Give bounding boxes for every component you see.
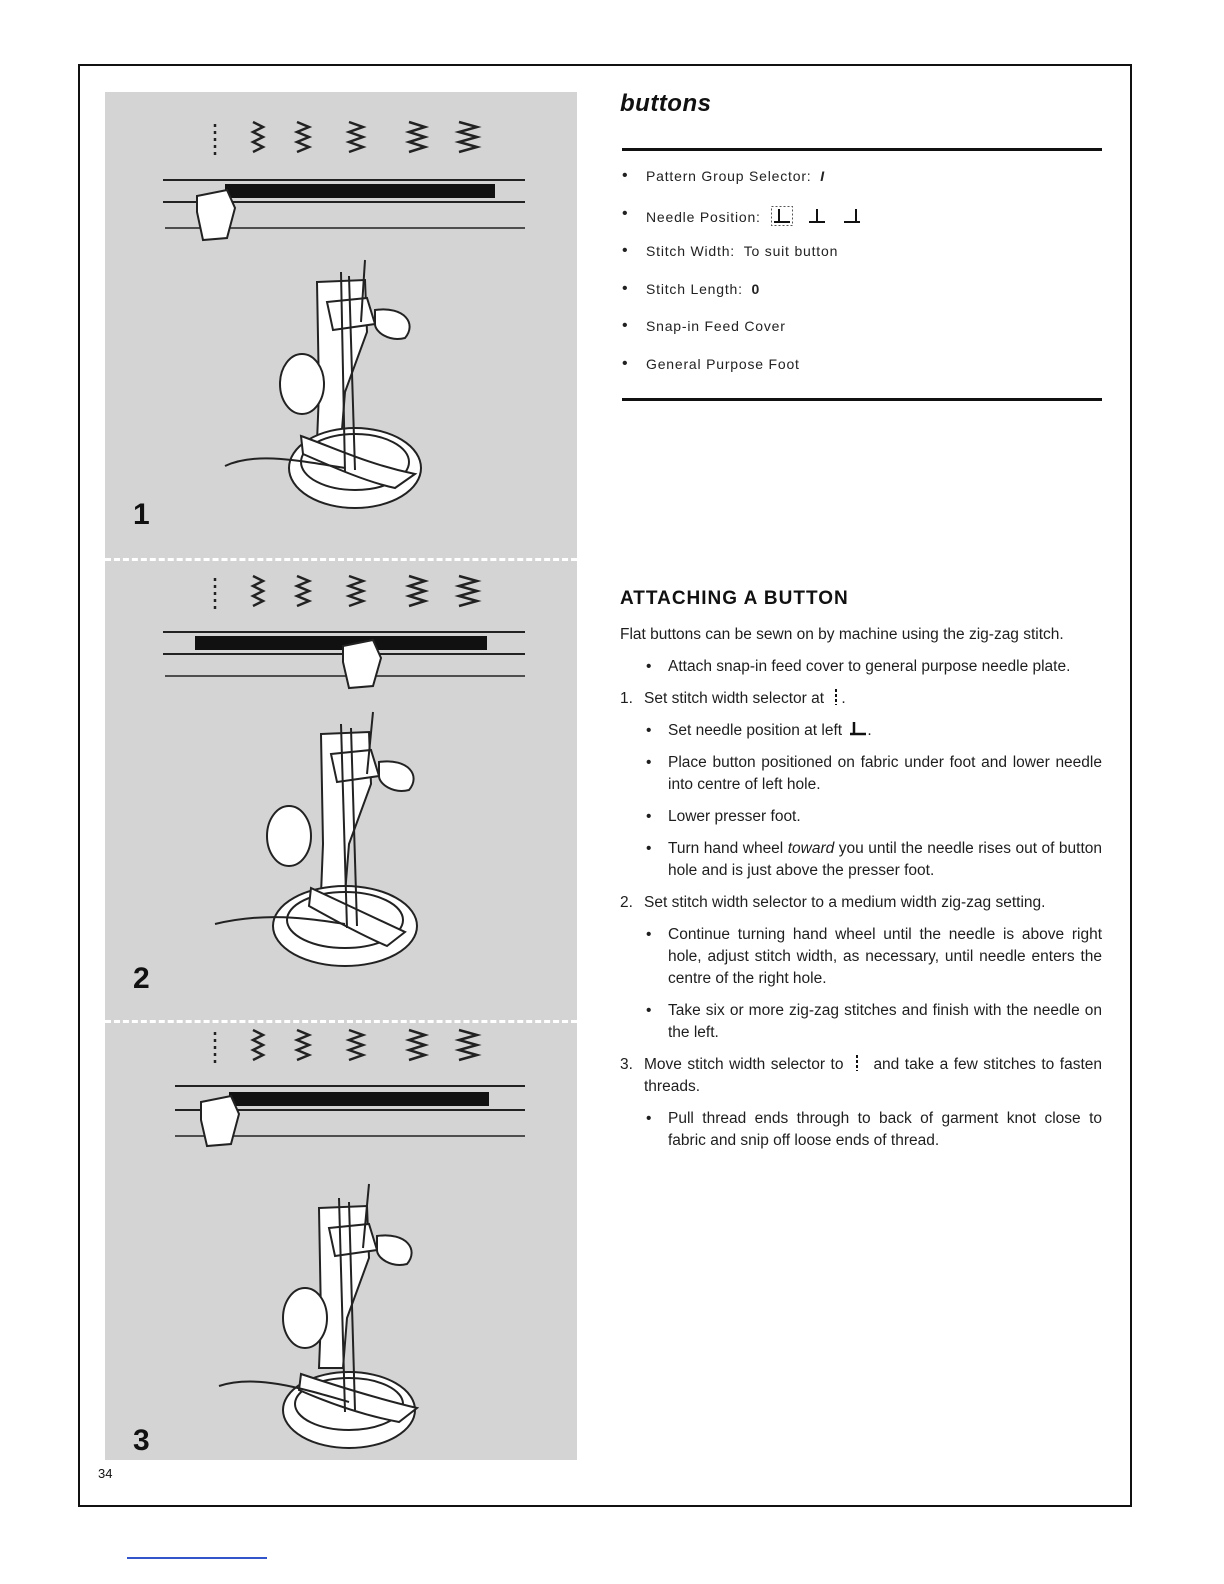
settings-item: [620, 168, 1100, 206]
straight-stitch-icon: [852, 1054, 862, 1072]
settings-label: Snap-in Feed Cover: [646, 318, 786, 334]
instruction-bullet: • Pull thread ends through to back of garment knot close to fabric and snip off loose ends of thread.: [620, 1108, 1102, 1152]
illustration-panel-1: [105, 92, 577, 554]
needle-center-icon: [806, 206, 828, 226]
bullet-text: Turn hand wheel: [668, 840, 784, 857]
settings-label: Stitch Width:: [646, 243, 735, 259]
needle-left-icon: [771, 206, 793, 226]
top-rule: [622, 148, 1102, 151]
straight-stitch-icon: [831, 688, 841, 706]
instruction-bullet: [620, 720, 1102, 742]
section-heading: ATTACHING A BUTTON: [620, 588, 849, 609]
settings-label: General Purpose Foot: [646, 355, 800, 372]
illustration-panel-2: [105, 562, 577, 1018]
step-number: 2.: [620, 894, 633, 911]
settings-item: [620, 318, 1100, 356]
step-number: 1.: [620, 690, 633, 707]
settings-value: I: [820, 168, 825, 184]
settings-item: [620, 281, 1100, 319]
instruction-bullet: • Attach snap-in feed cover to general purpose needle plate.: [620, 656, 1102, 678]
bullet-text-end: .: [867, 722, 872, 739]
needle-right-icon: [841, 206, 863, 226]
instruction-bullet: • Lower presser foot.: [620, 806, 1102, 828]
bullet-text: you until the needle rises out of button hole and is just above the presser foot.: [668, 840, 1103, 879]
settings-label: Stitch Length:: [646, 280, 743, 297]
sewing-diagram-2: [105, 562, 577, 1018]
illustration-panel-3: [105, 1024, 577, 1460]
settings-value: To suit button: [743, 243, 839, 259]
settings-list: [620, 168, 1100, 393]
footer-line: [127, 1557, 267, 1559]
step-text: Move stitch width selector to: [644, 1056, 844, 1073]
panel-divider: [105, 558, 577, 561]
bullet-text: Set needle position at left: [668, 722, 843, 739]
settings-item: [620, 206, 1100, 244]
step-text-end: and take a few stitches to fasten threads.: [644, 1056, 1102, 1095]
panel-number: 2: [133, 962, 150, 995]
instruction-bullet: • Continue turning hand wheel until the needle is above right hole, adjust stitch width, as necessary, until needle enters the centre of the right hole.: [620, 924, 1102, 990]
settings-item: [620, 356, 1100, 394]
instruction-bullet: • Take six or more zig-zag stitches and finish with the needle on the left.: [620, 1000, 1102, 1044]
sewing-diagram-1: [105, 92, 577, 554]
instruction-step: [620, 1054, 1102, 1098]
step-text: Set stitch width selector to a medium width zig-zag setting.: [644, 894, 1046, 911]
page-number: 34: [98, 1466, 113, 1481]
step-number: 3.: [620, 1056, 633, 1073]
settings-label: Needle Position:: [646, 208, 761, 225]
step-text: Set stitch width selector at: [644, 690, 825, 707]
panel-number: 3: [133, 1424, 150, 1457]
instruction-bullet: • Place button positioned on fabric under foot and lower needle into centre of left hole.: [620, 752, 1102, 796]
sewing-diagram-3: [105, 1024, 577, 1460]
instruction-bullet: [620, 838, 1102, 882]
bottom-rule: [622, 398, 1102, 401]
panel-number: 1: [133, 498, 150, 531]
step-text-end: .: [841, 690, 846, 707]
instructions-body: [620, 624, 1102, 1162]
instruction-step: [620, 688, 1102, 710]
panel-divider: [105, 1020, 577, 1023]
settings-item: [620, 243, 1100, 281]
instruction-step: [620, 892, 1102, 914]
intro-paragraph: Flat buttons can be sewn on by machine using the zig-zag stitch.: [620, 626, 1064, 643]
settings-value: 0: [751, 280, 761, 297]
needle-left-icon: [849, 721, 867, 737]
settings-label: Pattern Group Selector:: [646, 168, 812, 184]
illustration-column: [105, 92, 577, 1460]
page-title: buttons: [620, 90, 712, 117]
emphasis-text: toward: [787, 840, 835, 857]
